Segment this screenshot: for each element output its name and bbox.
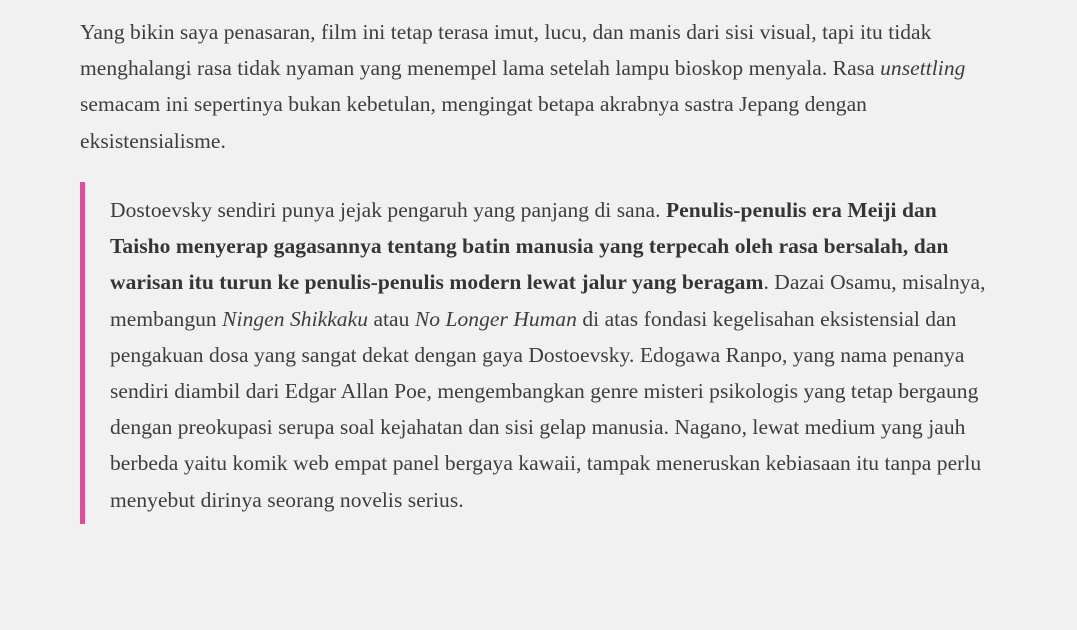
article-body <box>80 0 1040 512</box>
blockquote-text <box>110 182 1000 524</box>
intro-text-1: Yang bikin saya penasaran, film ini tetap terasa imut, lucu, dan manis dari sisi visual, tapi itu tidak menghalangi rasa tidak nyaman yang menempel lama setelah lampu bioskop menyala. Rasa <box>80 20 932 81</box>
quote-between-titles: atau <box>368 306 415 331</box>
intro-text-2: semacam ini sepertinya bukan kebetulan, mengingat betapa akrabnya sastra Jepang dengan eksistensialisme. <box>80 92 867 153</box>
quote-title-no-longer-human: No Longer Human <box>414 306 577 331</box>
quote-bold-text: Penulis-penulis era Meiji dan Taisho menyerap gagasannya tentang batin manusia yang terpecah oleh rasa bersalah, dan warisan itu turun ke penulis-penulis modern lewat jalur yang beragam <box>110 198 949 295</box>
quote-rest: di atas fondasi kegelisahan eksistensial dan pengakuan dosa yang sangat dekat dengan gaya Dostoevsky. Edogawa Ranpo, yang nama penanya sendiri diambil dari Edgar Allan Poe, mengembangkan genre misteri psikologis yang tetap bergaung dengan preokupasi serupa soal kejahatan dan sisi gelap manusia. Nagano, lewat medium yang jauh berbeda yaitu komik web empat panel bergaya kawaii, tampak meneruskan kebiasaan itu tanpa perlu menyebut dirinya seorang novelis serius. <box>110 306 982 512</box>
quote-after-bold: . Dazai Osamu, misalnya, membangun <box>110 270 986 331</box>
intro-emphasis: unsettling <box>880 56 966 81</box>
quote-title-ningen-shikkaku: Ningen Shikkaku <box>222 306 369 331</box>
quote-lead: Dostoevsky sendiri punya jejak pengaruh yang panjang di sana. <box>110 198 666 222</box>
intro-paragraph <box>80 0 985 159</box>
blockquote <box>80 182 1000 524</box>
